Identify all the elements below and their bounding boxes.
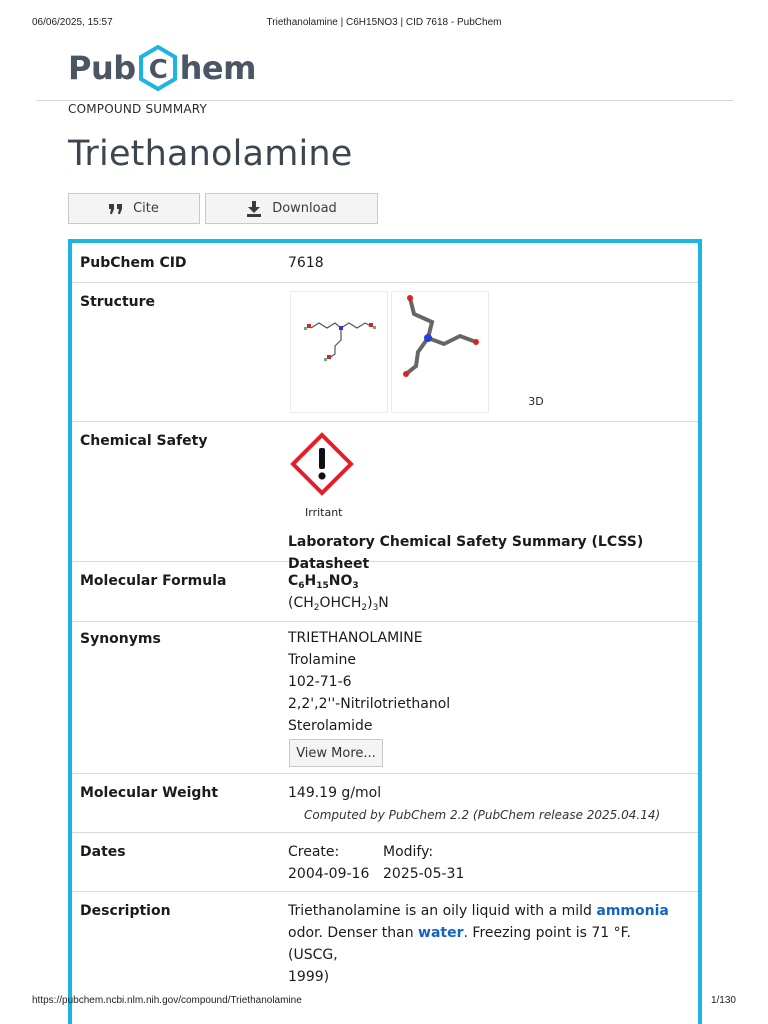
logo-hexagon-icon: [138, 45, 178, 91]
row-chemical-safety: [72, 422, 698, 572]
create-label: Create:: [288, 844, 340, 860]
print-datetime: 06/06/2025, 15:57: [32, 17, 113, 28]
synonym-item: TRIETHANOLAMINE: [288, 630, 423, 646]
cid-value: 7618: [288, 255, 324, 271]
row-molecular-formula: [72, 562, 698, 622]
row-molecular-weight: [72, 774, 698, 833]
logo-text-left: Pub: [68, 49, 136, 87]
create-value: 2004-09-16: [288, 866, 370, 882]
quote-icon: [109, 204, 123, 214]
page-title: Triethanolamine: [68, 134, 353, 174]
structure-label: Structure: [80, 294, 156, 310]
cid-label: PubChem CID: [80, 255, 187, 271]
formula-link[interactable]: $C_6H_{15}NO_3$: [288, 573, 359, 591]
summary-table: [68, 239, 702, 1024]
cite-button[interactable]: [68, 193, 200, 224]
synonyms-label: Synonyms: [80, 631, 161, 647]
water-link[interactable]: water: [418, 925, 464, 941]
row-pubchem-cid: [72, 243, 698, 283]
modify-label: Modify:: [383, 844, 434, 860]
pubchem-logo[interactable]: [68, 44, 256, 92]
download-label: Download: [272, 201, 337, 216]
description-text: Triethanolamine is an oily liquid with a mild ammonia odor. Denser than water. Freezing point is 71 °F. (USCG, 1999): [288, 903, 669, 985]
download-button[interactable]: [205, 193, 378, 224]
description-label: Description: [80, 903, 171, 919]
safety-label: Chemical Safety: [80, 433, 208, 449]
ghs-exclamation-icon[interactable]: [290, 432, 354, 496]
weight-value: 149.19 g/mol: [288, 785, 382, 801]
structure-3d-caption: 3D: [528, 395, 544, 408]
print-footer: [0, 995, 768, 1009]
formula-label: Molecular Formula: [80, 573, 227, 589]
row-synonyms: [72, 622, 698, 774]
header-divider: [36, 100, 733, 101]
ammonia-link[interactable]: ammonia: [596, 903, 669, 919]
ghs-caption: Irritant: [305, 506, 343, 519]
cite-label: Cite: [133, 201, 159, 216]
modify-value: 2025-05-31: [383, 866, 465, 882]
print-url: https://pubchem.ncbi.nlm.nih.gov/compound/Triethanolamine: [32, 995, 302, 1006]
logo-text-right: hem: [179, 49, 256, 87]
structure-2d-image[interactable]: [290, 291, 388, 413]
dates-label: Dates: [80, 844, 126, 860]
logo-text-mid: C: [148, 55, 167, 85]
compound-summary-kicker: COMPOUND SUMMARY: [68, 102, 208, 116]
synonym-item: 2,2',2''-Nitrilotriethanol: [288, 696, 451, 712]
formula-condensed: $(CH_2OHCH_2)_3N$: [288, 595, 389, 613]
download-icon: [246, 201, 262, 217]
print-page-title: Triethanolamine | C6H15NO3 | CID 7618 - PubChem: [266, 17, 502, 28]
weight-label: Molecular Weight: [80, 785, 219, 801]
print-header: [0, 17, 768, 31]
print-page-number: 1/130: [710, 995, 736, 1006]
structure-3d-image[interactable]: [391, 291, 544, 413]
synonym-item: 102-71-6: [288, 674, 352, 690]
synonym-item: Sterolamide: [288, 718, 373, 734]
view-more-synonyms-button[interactable]: View More...: [289, 739, 383, 767]
synonym-item: Trolamine: [288, 652, 356, 668]
row-structure: [72, 283, 698, 422]
row-dates: [72, 833, 698, 892]
lcss-datasheet-link[interactable]: Laboratory Chemical Safety Summary (LCSS) Datasheet: [288, 534, 644, 572]
weight-computed-note: Computed by PubChem 2.2 (PubChem release 2025.04.14): [304, 808, 661, 822]
